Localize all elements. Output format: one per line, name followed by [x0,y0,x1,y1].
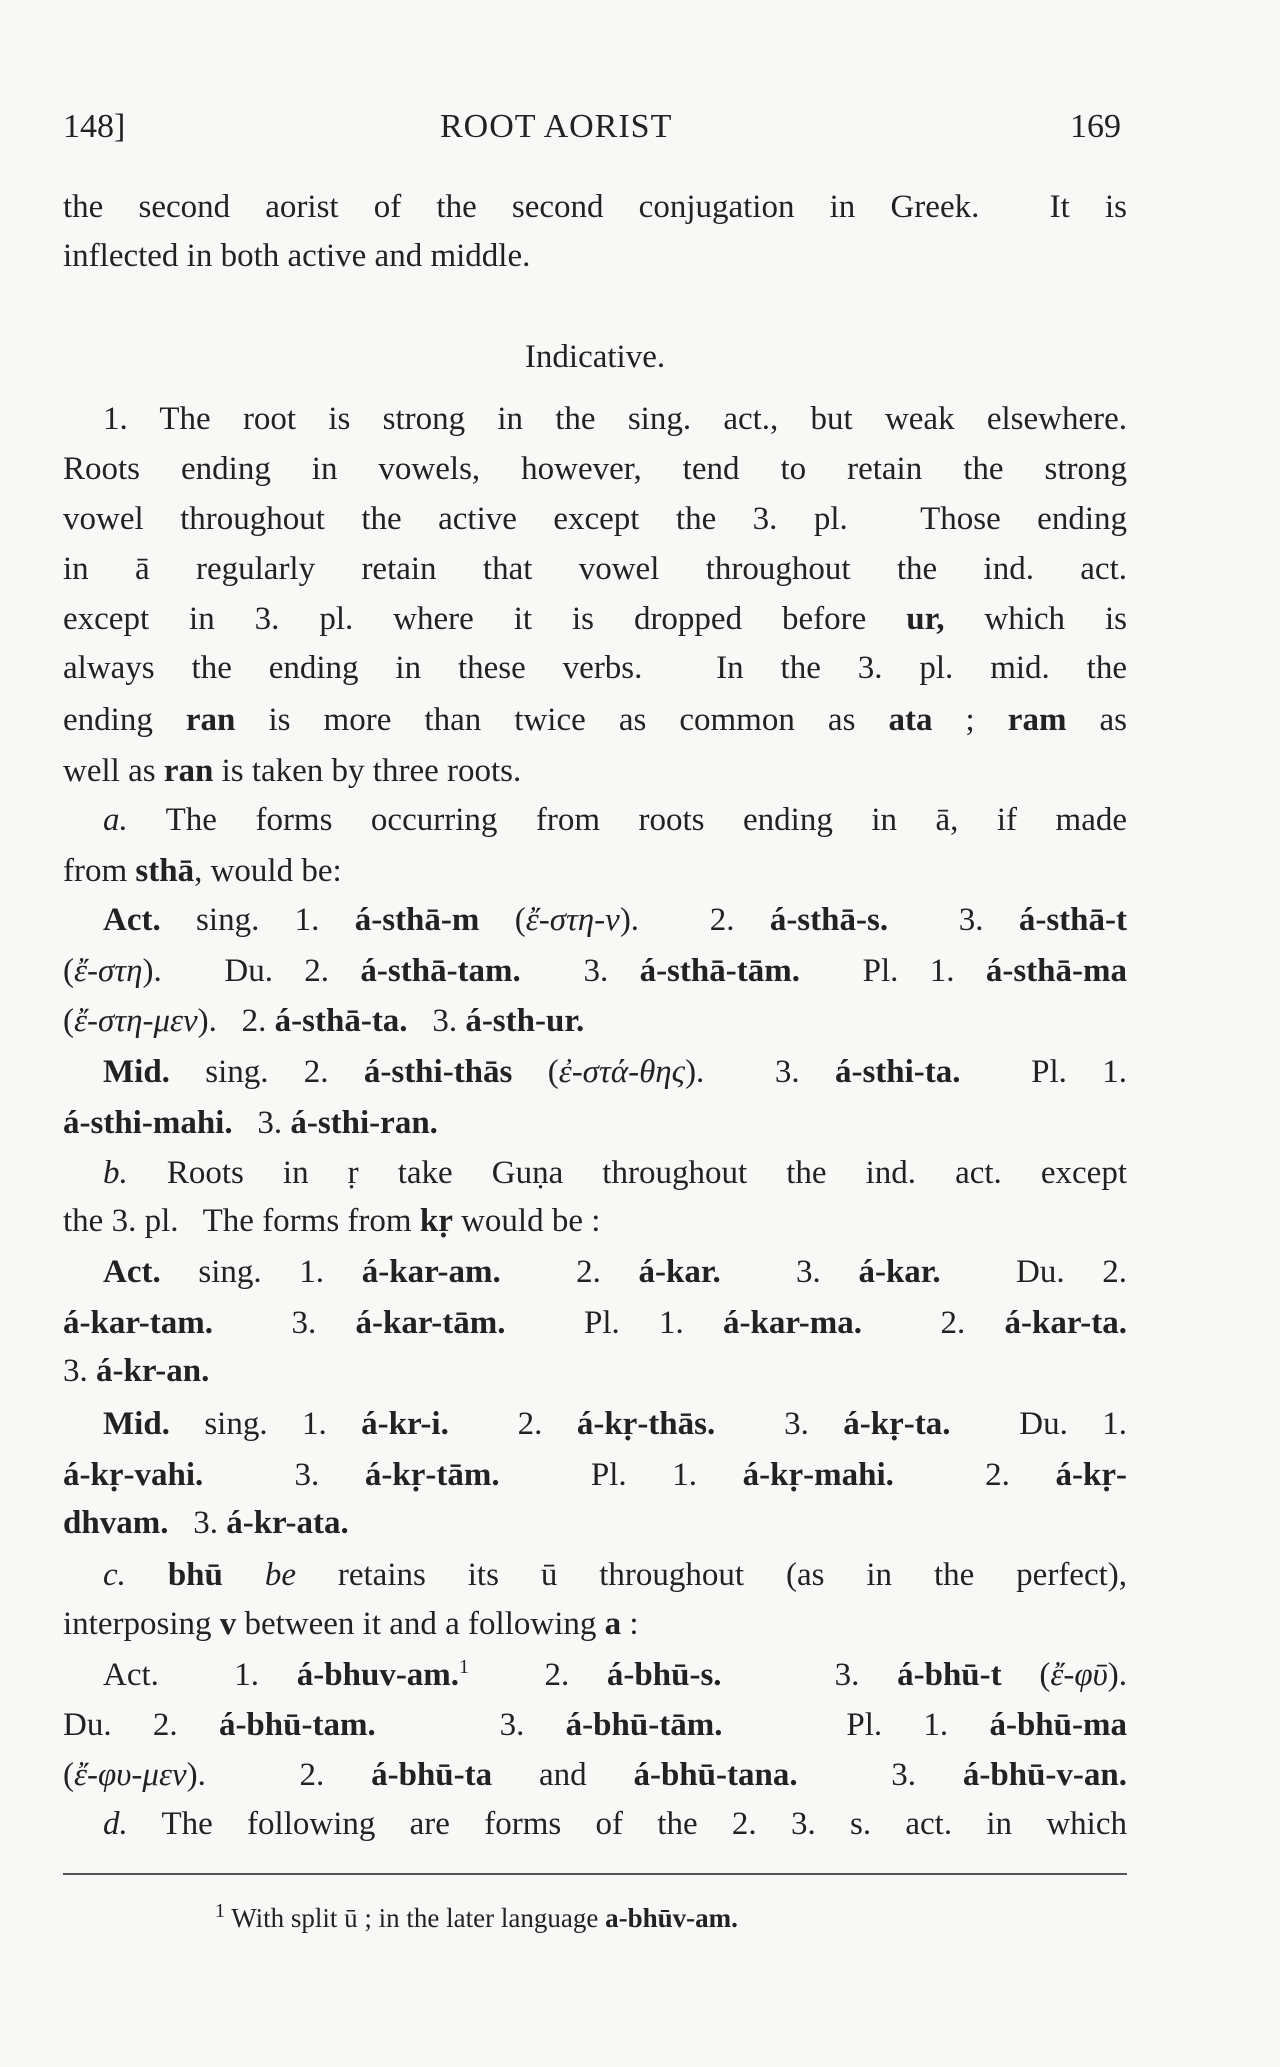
text-run: 2. [469,1657,607,1693]
text-line [63,1399,1127,1449]
text-run: ending [63,702,186,738]
bold-term: á-sthā-tam. [360,953,521,989]
text-line [63,895,1127,945]
text-run: With split ū ; in the later language [225,1903,606,1933]
bold-term: Act. [103,902,161,938]
text-run: except in 3. pl. where it is dropped before [63,601,907,637]
bold-term: á-bhū-tām. [565,1707,723,1743]
text-line [63,643,1127,693]
text-run: well as [63,753,164,789]
bold-term: á-bhū-tana. [633,1757,798,1793]
text-run: ( [1001,1657,1051,1693]
italic-text: d. [103,1806,128,1842]
italic-text: ἔ-φυ-μεν [74,1757,187,1793]
text-run: Pl. 1. [499,1457,743,1493]
text-run: Du. 1. [950,1406,1128,1442]
text-run: 3. [715,1406,844,1442]
text-run: The following are forms of the 2. 3. s. act. in which [127,1806,1127,1842]
footnote-divider [63,1873,1127,1875]
text-line [63,1148,1127,1198]
bold-term: kṛ [419,1203,453,1239]
bold-term: á-sthā-ma [985,953,1127,989]
bold-term: á-bhū-tam. [218,1707,376,1743]
italic-text: ἐ-στά-θης [558,1054,686,1090]
bold-term: á-kr-i. [361,1406,449,1442]
bold-term: á-kr-an. [96,1353,210,1389]
text-line [63,1450,1127,1500]
text-line [63,1700,1127,1750]
bold-term: á-kṛ-mahi. [742,1457,894,1493]
bold-term: v [219,1606,237,1642]
text-line [63,1498,1127,1548]
text-run: 3. [797,1757,963,1793]
text-run: 3. [232,1105,291,1141]
italic-text: ἔ-φῡ [1050,1657,1108,1693]
section-number: 148] [63,108,126,145]
italic-text: ἔ-στη [74,953,143,989]
bold-term: ran [185,702,236,738]
italic-text: c. [103,1557,126,1593]
running-title: ROOT AORIST [440,108,673,145]
footnote [215,1898,738,1938]
bold-term: á-sthā-m [354,902,480,938]
text-run: always the ending in these verbs. In the 3. pl. mid. the [63,650,1127,686]
bold-term: á-kar-tam. [63,1305,213,1341]
text-run: ). 2. [619,902,770,938]
bold-term: á-sthā-t [1018,902,1127,938]
bold-term: á-sth-ur. [465,1003,585,1039]
section-heading [63,332,1127,382]
text-run [223,1557,265,1593]
bold-term: sthā [135,853,195,889]
italic-text: b. [103,1155,128,1191]
bold-term: á-sthi-mahi. [63,1105,233,1141]
bold-term: á-sthi-ran. [290,1105,438,1141]
text-run: as [1066,702,1127,738]
text-run: ( [512,1054,559,1090]
bold-term: á-kṛ-ta. [843,1406,951,1442]
text-run: vowel throughout the active except the 3. pl. Those ending [63,501,1127,537]
text-line [63,1346,1127,1396]
text-run: inflected in both active and middle. [63,238,531,274]
text-line [63,444,1127,494]
bold-term: á-kar-tām. [355,1305,506,1341]
text-run: the second aorist of the second conjugation in Greek. It is [63,189,1127,225]
italic-text: be [264,1557,296,1593]
bold-term: a-bhūv-am. [605,1903,738,1933]
text-line [63,1750,1127,1800]
text-run: Du. 2. [63,1707,219,1743]
bold-term: á-bhū-ta [371,1757,493,1793]
text-run: Pl. 1. [722,1707,990,1743]
bold-term: á-kr-ata. [226,1505,349,1541]
text-run: 3. [63,1353,96,1389]
text-run: ). [1107,1657,1127,1693]
text-run: 3. [720,1254,859,1290]
text-run: 2. [862,1305,1005,1341]
text-run: ). 2. [186,1757,372,1793]
text-run: 2. [893,1457,1056,1493]
text-run: retains its ū throughout (as in the perfect), [295,1557,1128,1593]
text-line [63,1650,1127,1700]
text-line [63,544,1127,594]
text-run: Act. 1. [103,1657,297,1693]
text-run: Pl. 1. [799,953,986,989]
text-run: Roots ending in vowels, however, tend to retain the strong [63,451,1127,487]
text-line [63,996,1127,1046]
text-run: Roots in ṛ take Guṇa throughout the ind. act. except [127,1155,1127,1191]
page-number: 169 [1070,108,1121,145]
text-run: 3. [721,1657,898,1693]
bold-term: á-bhuv-am. [296,1657,460,1693]
footnote-marker: 1 [215,1900,225,1922]
text-run: ). 3. [685,1054,835,1090]
text-line [63,1550,1127,1600]
text-run: 3. [407,1003,466,1039]
text-run: ( [63,953,74,989]
text-run: , would be: [194,853,342,889]
text-run: 3. [888,902,1019,938]
text-run: Du. 2. [940,1254,1127,1290]
bold-term: á-sthi-ta. [834,1054,961,1090]
text-run: Pl. 1. [960,1054,1127,1090]
bold-term: á-kṛ- [1055,1457,1128,1493]
text-line [63,1098,1127,1148]
text-line [63,1799,1127,1849]
italic-text: ἔ-στη-ν [525,902,620,938]
text-line [63,795,1127,845]
bold-term: á-kar. [858,1254,941,1290]
bold-term: á-kar-am. [361,1254,501,1290]
bold-term: Mid. [103,1054,170,1090]
bold-term: á-kṛ-tām. [364,1457,500,1493]
text-run: ; [932,702,1008,738]
italic-text: ἔ-στη-μεν [74,1003,198,1039]
text-run: sing. 2. [169,1054,364,1090]
text-run: which is [944,601,1127,637]
bold-term: ur, [906,601,945,637]
text-run [126,1557,168,1593]
text-run: the 3. pl. The forms from [63,1203,420,1239]
bold-term: ram [1007,702,1067,738]
bold-term: Mid. [103,1406,170,1442]
text-run: : [621,1606,639,1642]
text-run: 3. [375,1707,566,1743]
text-run: 2. [500,1254,639,1290]
bold-term: á-sthā-ta. [274,1003,408,1039]
bold-term: Act. [103,1254,161,1290]
text-run: 3. [212,1305,356,1341]
text-line [63,695,1127,745]
text-run: Pl. 1. [505,1305,723,1341]
bold-term: bhū [167,1557,223,1593]
text-line [63,746,1127,796]
text-run: sing. 1. [169,1406,362,1442]
text-run: ( [63,1757,74,1793]
text-run: 3. [520,953,640,989]
text-line [63,1298,1127,1348]
bold-term: á-kar-ta. [1004,1305,1127,1341]
bold-term: á-kṛ-vahi. [63,1457,204,1493]
text-run: between it and a following [236,1606,605,1642]
text-run: would be : [452,1203,601,1239]
text-run: is taken by three roots. [213,753,522,789]
text-line [63,1599,1127,1649]
bold-term: á-bhū-v-an. [962,1757,1128,1793]
bold-term: ran [163,753,214,789]
bold-term: á-kar-ma. [723,1305,862,1341]
bold-term: á-sthā-s. [769,902,889,938]
bold-term: dhvam. [63,1505,169,1541]
text-run: from [63,853,136,889]
text-line [63,846,1127,896]
text-line [63,231,1127,281]
footnote-marker: 1 [459,1656,470,1678]
bold-term: á-bhū-t [897,1657,1002,1693]
text-run: ). Du. 2. [142,953,361,989]
text-line [63,1247,1127,1297]
text-run: ( [63,1003,74,1039]
text-run: 3. [203,1457,365,1493]
text-run: Indicative. [524,339,666,375]
bold-term: á-sthi-thās [363,1054,513,1090]
text-run: in ā regularly retain that vowel throughout the ind. act. [63,551,1127,587]
text-run: The forms occurring from roots ending in ā, if made [127,802,1127,838]
text-run: ( [479,902,526,938]
text-run: 2. [448,1406,577,1442]
text-line [63,182,1127,232]
bold-term: á-kar. [638,1254,721,1290]
text-run: 3. [168,1505,227,1541]
text-line [63,494,1127,544]
text-line [63,394,1127,444]
text-run: sing. 1. [160,902,355,938]
text-line [63,1196,1127,1246]
text-run: is more than twice as common as [235,702,889,738]
bold-term: á-sthā-tām. [639,953,800,989]
text-line [63,1047,1127,1097]
italic-text: a. [103,802,128,838]
text-run: 1. The root is strong in the sing. act., but weak elsewhere. [103,401,1127,437]
text-run: ). 2. [197,1003,275,1039]
bold-term: á-kṛ-thās. [576,1406,716,1442]
text-run: and [492,1757,634,1793]
bold-term: á-bhū-ma [989,1707,1127,1743]
bold-term: a [604,1606,622,1642]
text-run: sing. 1. [160,1254,362,1290]
text-run: interposing [63,1606,220,1642]
text-line [63,946,1127,996]
text-line [63,594,1127,644]
bold-term: á-bhū-s. [606,1657,722,1693]
bold-term: ata [888,702,933,738]
